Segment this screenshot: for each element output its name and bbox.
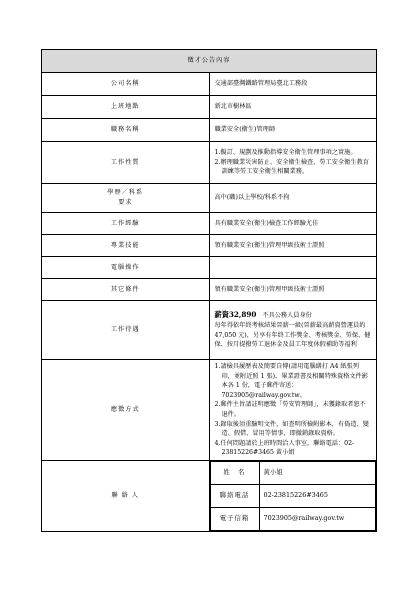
education-label <box>42 184 210 213</box>
nature-label: 工作性質 <box>42 142 210 184</box>
skills-value: 領有職業安全(衛生)管理甲級技術士證照 <box>209 235 377 257</box>
nature-item: 2.辦理職業災害防止、安全衛生檢查、勞工安全衛生教育訓練等勞工安全衛生相關業務。 <box>214 158 369 176</box>
position-value: 職業安全(衛生)管理師 <box>209 119 377 142</box>
table-header: 徵才公告內容 <box>42 50 377 73</box>
skills-label: 專業技能 <box>42 235 210 257</box>
salary-note: 不具公務人員身份 <box>262 312 312 320</box>
experience-value: 具有職業安全(衛生)檢查工作經驗尤佳 <box>209 213 377 235</box>
agency-label: 公司名稱 <box>42 73 210 96</box>
contact-phone-value: 02-23815226#3465 <box>259 484 376 507</box>
contact-value <box>209 460 377 531</box>
apply-item: 3.錄取後須重驗明文件，如查明所檢附影本，有偽造、變造、假借、冒用等情事，即撤銷錄取資格。 <box>214 420 369 438</box>
other-value: 領有職業安全(衛生)管理甲級技術士證照 <box>209 279 377 301</box>
agency-value: 交通部臺灣鐵路管理局臺北工務段 <box>209 73 377 96</box>
experience-label: 工作經驗 <box>42 213 210 235</box>
contact-table <box>210 461 377 531</box>
location-value: 新北市樹林區 <box>209 96 377 119</box>
apply-value <box>209 360 377 461</box>
computer-label: 電腦操作 <box>42 257 210 279</box>
nature-item: 1.擬訂、規劃及推動指導安全衛生管理事項之實施。 <box>214 149 357 157</box>
education-label-line1: 學歷／科系 <box>107 189 144 197</box>
contact-email-key: 電子信箱 <box>210 507 259 530</box>
salary-detail: 每年得依年終考核結果晉薪一級(晉薪最高薪資營運員約 47,050 元)，另享有年終工作獎金、考核獎金、勞保、健保、按月提撥勞工退休金及員工年度休假補助等福利 <box>214 321 371 349</box>
apply-item: 2.郵件主旨請註明應徵「勞安管理師」，未獲錄取者恕不退件。 <box>214 401 366 418</box>
education-label-line2: 要求 <box>118 199 133 206</box>
contact-label: 聯 絡 人 <box>42 460 210 531</box>
nature-value <box>209 142 377 184</box>
apply-item: 1.請檢具履歷表及簡要自傳(請用電腦繕打 A4 紙張列印，並附近照 1 張)、畢業證書及相關特殊資格文件影本各 1 份，電子郵件寄送：7023905@railway.gov.tw。 <box>214 363 368 399</box>
contact-phone-key: 聯絡電話 <box>210 484 259 507</box>
contact-name-key: 姓 名 <box>210 461 259 484</box>
salary-value <box>209 301 377 360</box>
contact-name-value: 黃小姐 <box>259 461 376 484</box>
position-label: 職務名稱 <box>42 119 210 142</box>
salary-label: 工作待遇 <box>42 301 210 360</box>
salary-amount: 薪資32,890 <box>214 310 257 320</box>
other-label: 其它條件 <box>42 279 210 301</box>
contact-email-value[interactable]: 7023905@railway.gov.tw <box>259 507 376 530</box>
location-label: 上班地點 <box>42 96 210 119</box>
apply-item: 4.任何問題請於上班時間洽人事室，聯絡電話：02-23815226#3465 黃小姐 <box>214 439 355 457</box>
apply-label: 應徵方式 <box>42 360 210 461</box>
job-posting-table <box>41 49 377 532</box>
computer-value <box>209 257 377 279</box>
education-value: 高中(職)以上學校/科系不拘 <box>209 184 377 213</box>
